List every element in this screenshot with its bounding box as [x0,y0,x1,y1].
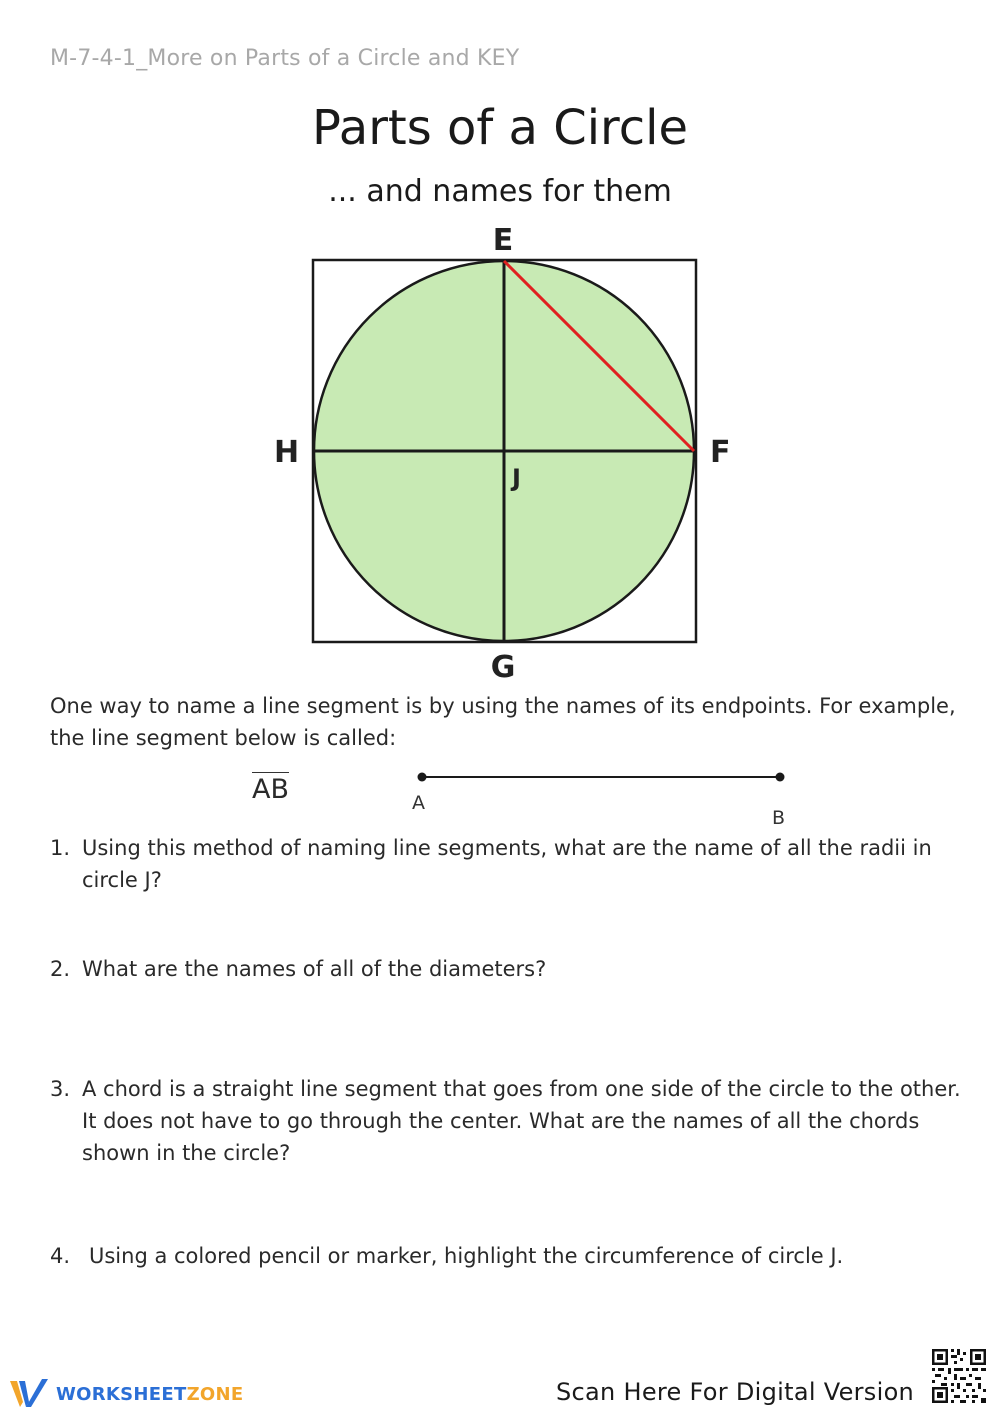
logo-word-worksheet: WORKSHEET [56,1383,187,1405]
question-number: 3. [50,1077,71,1101]
endpoint-b-dot [776,773,785,782]
question-number: 1. [50,836,71,860]
qr-code-icon[interactable] [928,1345,990,1407]
intro-text: One way to name a line segment is by using the names of its endpoints. For example, the line segment below is called: [50,694,956,750]
question-1 [50,832,980,896]
label-e: E [492,223,514,258]
label-j: J [512,464,521,492]
logo-w-icon [10,1378,50,1410]
label-g: G [490,650,516,685]
question-2 [50,953,980,985]
question-text: Using a colored pencil or marker, highlight the circumference of circle J. [89,1244,844,1268]
scan-instruction: Scan Here For Digital Version [556,1378,915,1406]
segment-name-ab: AB [252,774,289,805]
circle-figure [0,215,1000,685]
page-title: Parts of a Circle [311,100,688,156]
label-h: H [274,435,300,470]
question-text: A chord is a straight line segment that goes from one side of the circle to the other. It does not have to go through the center. What are the names of all the chords shown in the circle? [82,1077,961,1165]
logo-word-zone: ZONE [186,1383,244,1405]
document-code: M-7-4-1_More on Parts of a Circle and KEY [50,46,520,71]
endpoint-a-dot [418,773,427,782]
endpoint-b-label: B [772,807,786,829]
question-3 [50,1073,980,1169]
question-text: Using this method of naming line segments, what are the name of all the radii in circle J? [82,836,932,892]
label-f: F [710,435,731,470]
question-number: 4. [50,1244,71,1268]
question-text: What are the names of all of the diameters? [82,957,547,981]
question-4 [50,1240,980,1272]
example-segment [400,760,800,835]
worksheet-zone-logo[interactable] [10,1374,244,1414]
page-subtitle: ... and names for them [328,174,672,209]
endpoint-a-label: A [412,792,425,814]
question-number: 2. [50,957,71,981]
